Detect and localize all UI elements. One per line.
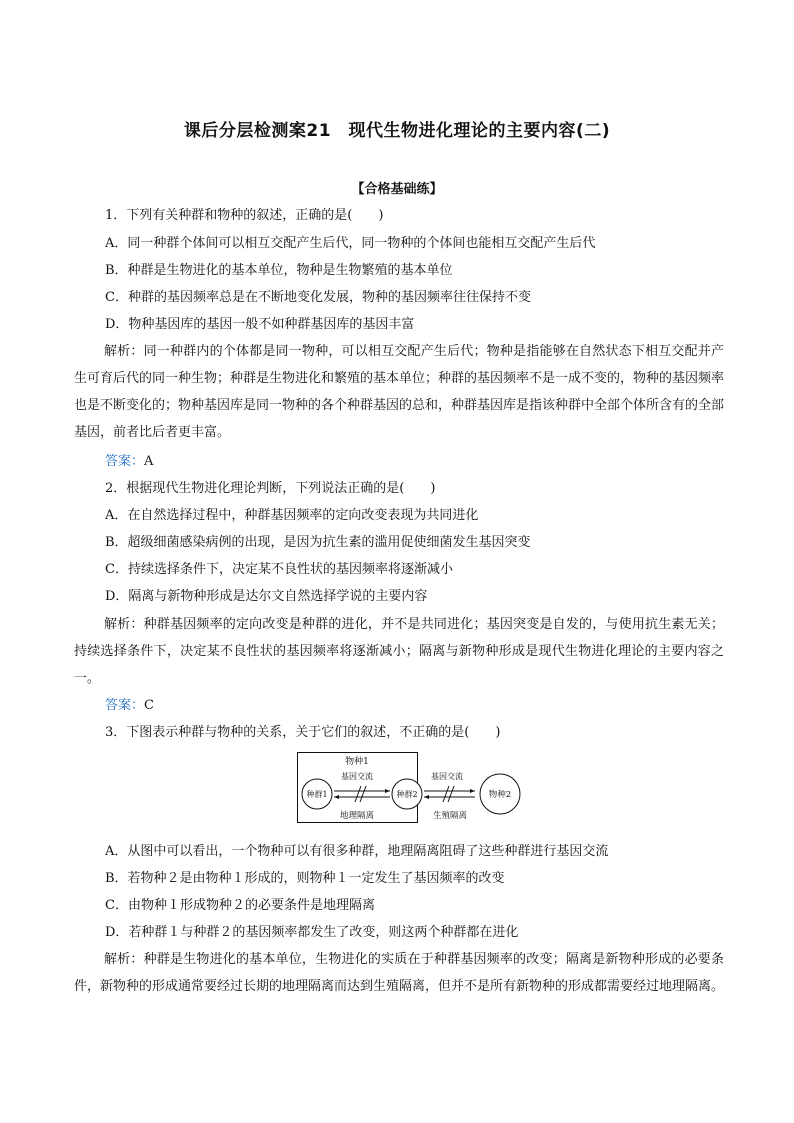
section-heading: 【合格基础练】	[351, 182, 443, 197]
question-1-answer	[105, 453, 153, 471]
page-title: 课后分层检测案21 现代生物进化理论的主要内容(二)	[183, 121, 611, 141]
question-3-analysis: 解析：种群是生物进化的基本单位，生物进化的实质在于种群基因频率的改变；隔离是新物种形成的必要条件，新物种的形成通常要经过长期的地理隔离而达到生殖隔离，但并不是所有新物种的形成都需要经过地理隔离。	[74, 952, 725, 994]
question-2-analysis: 解析：种群基因频率的定向改变是种群的进化，并不是共同进化；基因突变是自发的，与使用抗生素无关；持续选择条件下，决定某不良性状的基因频率将逐渐减小；隔离与新物种形成是现代生物进化理论的主要内容之一。	[74, 617, 724, 686]
population-1-label: 种群1	[306, 790, 328, 799]
block-slash-2b	[448, 786, 454, 802]
question-3-option-d: D．若种群１与种群２的基因频率都发生了改变，则这两个种群都在进化	[105, 925, 519, 940]
gene-flow-label-2: 基因交流	[431, 772, 463, 781]
population-2-label: 种群2	[396, 790, 418, 799]
question-3-option-b: B．若物种２是由物种１形成的，则物种１一定发生了基因频率的改变	[105, 871, 505, 886]
answer-label: 答案：	[105, 698, 145, 713]
geographic-isolation-label: 地理隔离	[339, 811, 375, 821]
question-2-option-d: D．隔离与新物种形成是达尔文自然选择学说的主要内容	[105, 589, 428, 604]
arrow-head-left-2	[424, 795, 429, 799]
question-2-answer	[105, 697, 154, 715]
question-3-stem: 3．下图表示种群与物种的关系，关于它们的叙述，不正确的是( )	[105, 725, 501, 740]
question-2-option-a: A．在自然选择过程中，种群基因频率的定向改变表现为共同进化	[105, 508, 479, 523]
question-1-option-c: C．种群的基因频率总是在不断地变化发展，物种的基因频率往往保持不变	[105, 290, 531, 305]
reproductive-isolation-label: 生殖隔离	[432, 811, 468, 821]
question-1-analysis: 解析：同一种群内的个体都是同一物种，可以相互交配产生后代；物种是指能够在自然状态下相互交配并产生可育后代的同一种生物；种群是生物进化和繁殖的基本单位；种群的基因频率不是一成不变的，物种的基因频率也是不断变化的；物种基因库是同一物种的各个种群基因的总和，种群基因库是指该种群中全部个体所含有的全部基因，前者比后者更丰富。	[74, 344, 725, 440]
question-2-stem: 2．根据现代生物进化理论判断，下列说法正确的是( )	[105, 481, 436, 496]
answer-value: A	[144, 454, 154, 469]
species-1-label: 物种1	[345, 757, 369, 767]
question-1-option-d: D．物种基因库的基因一般不如种群基因库的基因丰富	[105, 317, 415, 332]
question-2-option-b: B．超级细菌感染病例的出现，是因为抗生素的滥用促使细菌发生基因突变	[105, 535, 531, 550]
question-3-option-c: C．由物种１形成物种２的必要条件是地理隔离	[105, 898, 375, 913]
block-slash-2a	[443, 786, 449, 802]
question-1-stem: 1．下列有关种群和物种的叙述，正确的是( )	[105, 208, 384, 223]
arrow-head-right-1	[385, 789, 390, 793]
block-slash-1b	[360, 786, 366, 802]
arrow-head-right-2	[470, 789, 475, 793]
answer-label: 答案：	[105, 454, 145, 469]
gene-flow-label-1: 基因交流	[341, 772, 373, 781]
answer-value: C	[144, 698, 154, 713]
block-slash-1a	[355, 786, 361, 802]
species-2-label: 物种2	[488, 790, 512, 800]
question-3-option-a: A．从图中可以看出，一个物种可以有很多种群，地理隔离阻碍了这些种群进行基因交流	[105, 844, 609, 859]
question-1-option-b: B．种群是生物进化的基本单位，物种是生物繁殖的基本单位	[105, 263, 453, 278]
species-population-diagram	[297, 752, 527, 828]
question-2-option-c: C．持续选择条件下，决定某不良性状的基因频率将逐渐减小	[105, 562, 453, 577]
arrow-head-left-1	[334, 795, 339, 799]
question-1-option-a: A．同一种群个体间可以相互交配产生后代，同一物种的个体间也能相互交配产生后代	[105, 236, 596, 251]
